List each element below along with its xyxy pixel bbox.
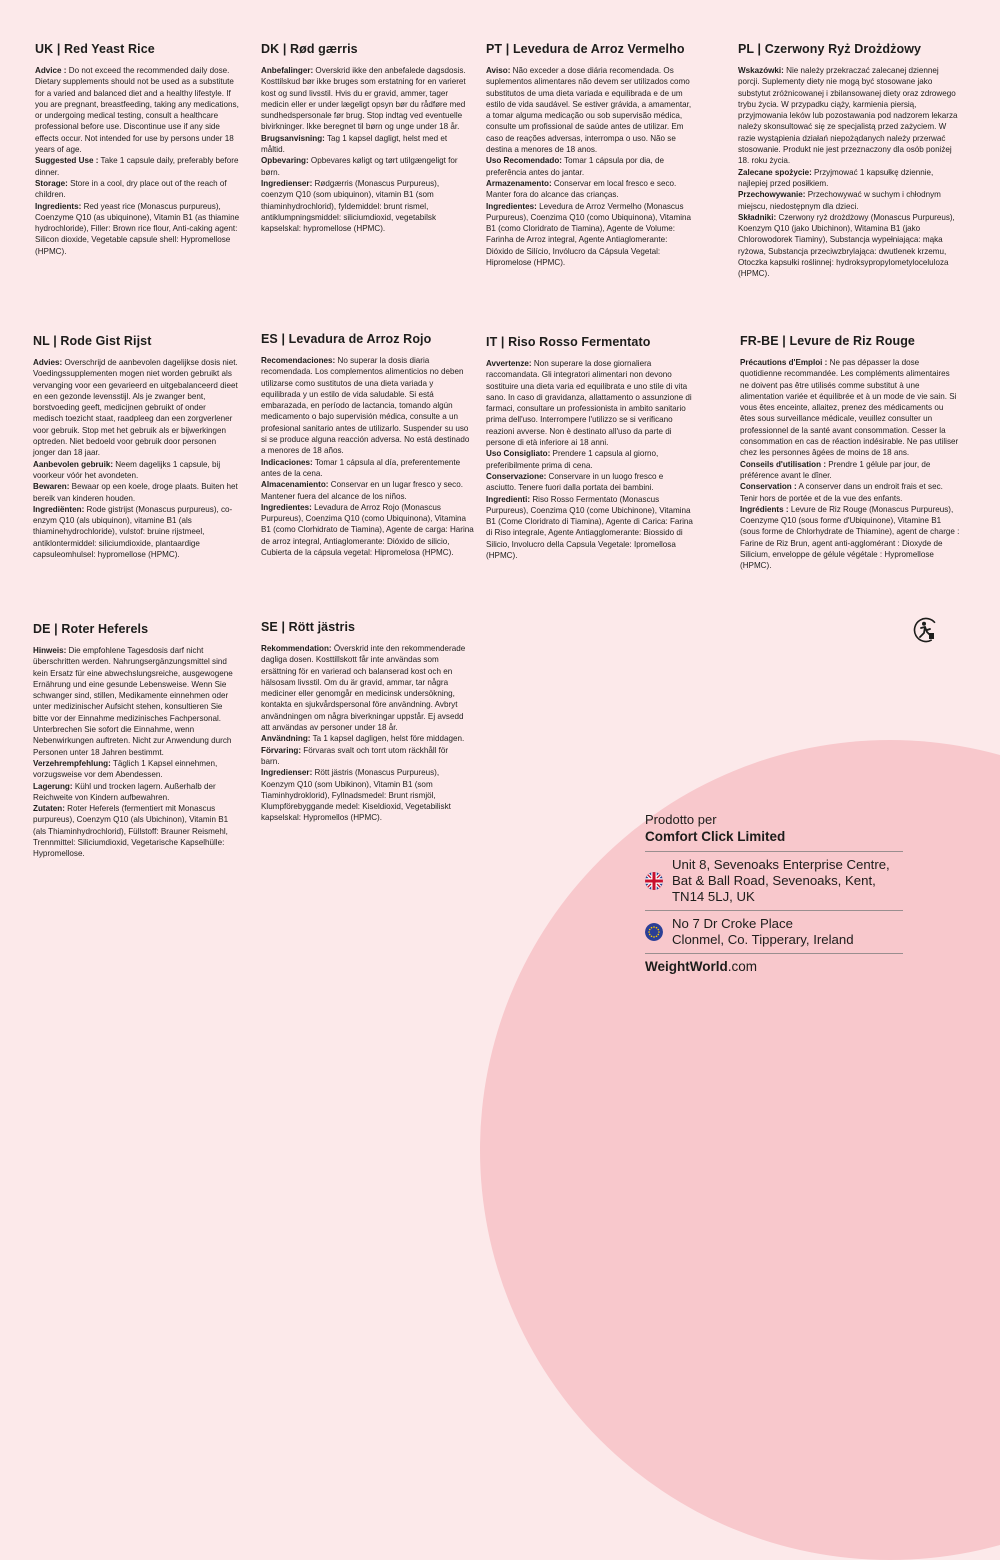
section-paragraph: [740, 504, 960, 572]
tidyman-recycle-icon: [913, 617, 939, 643]
paragraph-label: Avvertenze:: [486, 359, 532, 368]
paragraph-label: Advice :: [35, 66, 67, 75]
section-paragraph: [486, 201, 694, 269]
paragraph-label: Przechowywanie:: [738, 190, 806, 200]
paragraph-text: Neem dagelijks 1 capsule, bij voorkeur vóór het avondeten.: [33, 459, 221, 480]
section-de: [33, 622, 238, 860]
heading-separator: |: [279, 42, 291, 56]
paragraph-label: Uso Recomendado:: [486, 156, 563, 166]
product-name: Levure de Riz Rouge: [789, 334, 915, 348]
section-paragraph: [740, 459, 960, 482]
paragraph-text: Non superare la dose giornaliera raccomandata. Gli integratori alimentari non devono sostituire una dieta varia ed equilibrata e uno stile di vita sano. In caso di gravidanza, allattamento o assunzione di farmaci, consultare un professionista in ambito sanitario prima dell'uso. Interrompere l'utilizzo se si verificano reazioni avverse. Non è destinato all'uso da parte di persone di età inferiore ai 18 anni.: [486, 359, 692, 448]
heading-separator: |: [50, 622, 62, 636]
paragraph-text: Przechowywać w suchym i chłodnym miejscu, niedostępnym dla dzieci.: [738, 190, 941, 211]
paragraph-label: Rekommendation:: [261, 644, 332, 653]
section-uk: [35, 42, 240, 257]
paragraph-label: Składniki:: [738, 212, 777, 222]
product-name: Rød gærris: [290, 42, 358, 56]
section-heading: [738, 42, 958, 56]
section-paragraph: [35, 155, 240, 178]
paragraph-text: Store in a cool, dry place out of the reach of children.: [35, 178, 227, 200]
product-name: Levedura de Arroz Vermelho: [512, 42, 685, 56]
section-paragraph: [261, 767, 466, 823]
paragraph-label: Uso Consigliato:: [486, 449, 551, 459]
country-code: PT: [486, 42, 503, 56]
paragraph-label: Zalecane spożycie:: [738, 167, 812, 177]
paragraph-label: Ingredientes:: [486, 201, 537, 211]
paragraph-label: Précautions d'Emploi :: [740, 358, 828, 367]
paragraph-text: Rode gistrijst (Monascus purpureus), co-enzym Q10 (als ubiquinon), vitamine B1 (als thiaminehydrochloride), vulstof: bruine rijstmeel, antiklontermiddel: siliciumdioxide, plantaardige capsuleomhulsel: hypromellose (HPMC).: [33, 504, 233, 560]
paragraph-text: Tag 1 kapsel dagligt, helst med et måltid.: [261, 133, 448, 155]
paragraph-text: Tomar 1 cápsula al día, preferentemente antes de la cena.: [261, 457, 461, 478]
section-paragraph: [261, 502, 474, 558]
uk-address-line2: Bat & Ball Road, Sevenoaks, Kent,: [672, 873, 876, 888]
country-code: ES: [261, 332, 278, 346]
product-name: Red Yeast Rice: [64, 42, 155, 56]
section-heading: [261, 42, 466, 56]
product-name: Levadura de Arroz Rojo: [288, 332, 432, 346]
section-heading: [261, 620, 466, 634]
section-heading: [35, 42, 240, 56]
paragraph-label: Brugsanvisning:: [261, 133, 325, 143]
paragraph-label: Ingredienser:: [261, 178, 313, 188]
paragraph-text: Bewaar op een koele, droge plaats. Buiten het bereik van kinderen houden.: [33, 482, 238, 503]
section-paragraph: [486, 358, 694, 448]
section-paragraph: [486, 65, 694, 155]
paragraph-text: Levadura de Arroz Rojo (Monascus Purpureus), Coenzima Q10 (como Ubiquinona), Vitamina B1 (como Clorhidrato de Tiamina), Agente de carga: Harina de arroz integral, Antiaglomerante: Dióxido de silicio, Cubierta de la cápsula vegetal: Hipromelosa (HPMC).: [261, 502, 474, 558]
section-paragraph: [486, 471, 694, 494]
heading-separator: |: [49, 334, 61, 348]
paragraph-text: Czerwony ryż drożdżowy (Monascus Purpureus), Koenzym Q10 (jako Ubichinon), Witamina B1 (jako Chlorowodorek Tiaminy), Substancja wypełniająca: mąka ryżowa, Substancja przeciwzbrylająca: dwutlenek krzemu, Otoczka kapsułki roślinnej: hydroksypropylometyloceluloza (HPMC).: [738, 212, 955, 279]
paragraph-label: Conservation :: [740, 482, 797, 492]
website-domain: .com: [727, 959, 758, 974]
paragraph-label: Storage:: [35, 178, 68, 188]
section-paragraph: [738, 65, 958, 167]
paragraph-label: Aviso:: [486, 66, 511, 75]
section-paragraph: [33, 781, 238, 804]
paragraph-label: Wskazówki:: [738, 66, 784, 75]
section-heading: [33, 622, 238, 636]
heading-separator: |: [778, 334, 790, 348]
paragraph-text: Ne pas dépasser la dose quotidienne recommandée. Les compléments alimentaires ne doivent pas être utilisés comme substitut à une alimentation variée et équilibrée et à un mode de vie sain. Si vous êtes enceinte, allaitez, prenez des médicaments ou êtes sous surveillance médicale, veuillez consulter un professionnel de la santé avant consommation. Cesser la consommation en cas de réaction indésirable. Ne pas utiliser chez les personnes âgées de moins de 18 ans.: [740, 358, 959, 458]
paragraph-text: Conservar em local fresco e seco. Manter fora do alcance das crianças.: [486, 178, 677, 200]
product-name: Roter Heferels: [61, 622, 149, 636]
country-code: SE: [261, 620, 278, 634]
paragraph-label: Verzehrempfehlung:: [33, 758, 111, 768]
paragraph-label: Conservazione:: [486, 471, 547, 481]
paragraph-text: Prendre 1 gélule par jour, de préférence avant le dîner.: [740, 459, 931, 480]
section-se: [261, 620, 466, 824]
paragraph-text: Rødgærris (Monascus Purpureus), coenzym Q10 (som ubiquinon), vitamin B1 (som thiaminhydrochlorid), fyldemiddel: brunt rismel, antiklumpningsmiddel: siliciumdioxid, vegetabilsk kapselskal: hypromellose (HPMC).: [261, 178, 440, 234]
section-paragraph: [261, 745, 466, 768]
ie-address-line1: No 7 Dr Croke Place: [672, 916, 793, 931]
paragraph-label: Användning:: [261, 734, 311, 744]
paragraph-label: Hinweis:: [33, 646, 67, 655]
paragraph-label: Recomendaciones:: [261, 356, 336, 365]
section-paragraph: [486, 155, 694, 178]
section-pl: [738, 42, 958, 280]
paragraph-text: Conservar en un lugar fresco y seco. Mantener fuera del alcance de los niños.: [261, 480, 463, 501]
eu-flag-icon: [645, 923, 663, 941]
section-paragraph: [261, 457, 474, 480]
product-name: Riso Rosso Fermentato: [508, 335, 651, 349]
made-for-label: Prodotto per: [645, 812, 717, 827]
uk-address: [645, 851, 903, 910]
section-paragraph: [33, 645, 238, 758]
section-pt: [486, 42, 694, 268]
paragraph-label: Förvaring:: [261, 745, 302, 755]
section-paragraph: [33, 357, 238, 459]
heading-separator: |: [753, 42, 765, 56]
section-paragraph: [738, 167, 958, 190]
paragraph-text: Overschrijd de aanbevolen dagelijkse dosis niet. Voedingssupplementen mogen niet worden gebruikt als vervanging voor een gevarieerd en uitgebalanceerd dieet en een gezonde levensstijl. Als je zwanger bent, borstvoeding geeft, medicijnen gebruikt of onder medisch toezicht staat, raadpleeg dan een zorgverlener voor gebruik. Stop met het gebruik als er bijwerkingen optreden. Niet bedoeld voor gebruik door personen jonger dan 18 jaar.: [33, 358, 238, 458]
section-paragraph: [261, 643, 466, 733]
paragraph-label: Lagerung:: [33, 781, 73, 791]
section-heading: [486, 335, 694, 349]
section-paragraph: [738, 189, 958, 212]
section-paragraph: [261, 355, 474, 457]
section-paragraph: [486, 494, 694, 562]
website-brand: WeightWorld: [645, 959, 728, 974]
section-dk: [261, 42, 466, 234]
paragraph-text: Förvaras svalt och torrt utom räckhåll för barn.: [261, 745, 449, 766]
section-paragraph: [261, 178, 466, 234]
country-code: DK: [261, 42, 280, 56]
country-code: DE: [33, 622, 51, 636]
manufacturer-info: [645, 812, 903, 974]
section-paragraph: [33, 481, 238, 504]
section-paragraph: [33, 504, 238, 560]
uk-address-line1: Unit 8, Sevenoaks Enterprise Centre,: [672, 857, 890, 872]
paragraph-text: Red yeast rice (Monascus purpureus), Coenzyme Q10 (as ubiquinone), Vitamin B1 (as thiamine hydrochloride), Filler: Brown rice flour, Anti-caking agent: Silicon dioxide, Vegetable capsule shell: Hypromellose (HPMC).: [35, 201, 240, 256]
paragraph-text: Przyjmować 1 kapsułkę dziennie, najlepiej przed posiłkiem.: [738, 167, 934, 188]
section-paragraph: [35, 65, 240, 155]
paragraph-label: Zutaten:: [33, 804, 65, 814]
paragraph-label: Ingredients:: [35, 201, 82, 211]
paragraph-text: Ta 1 kapsel dagligen, helst före middagen.: [310, 734, 465, 744]
paragraph-label: Anbefalinger:: [261, 66, 314, 75]
paragraph-label: Ingredienser:: [261, 768, 313, 778]
paragraph-text: Overskrid ikke den anbefalede dagsdosis. Kosttilskud bør ikke bruges som erstatning for en varieret kost og sund livsstil. Hvis du er gravid, ammer, tager medicin eller er under lægeligt opsyn bør du rådføre med sundhedspersonale før brug. Stop indtag ved eventuelle bivirkninger. Ikke beregnet til børn og unge under 18 år.: [261, 66, 466, 132]
section-paragraph: [740, 481, 960, 504]
country-code: FR-BE: [740, 334, 779, 348]
section-paragraph: [33, 459, 238, 482]
paragraph-label: Indicaciones:: [261, 457, 313, 467]
ie-address-line2: Clonmel, Co. Tipperary, Ireland: [672, 932, 854, 947]
country-code: UK: [35, 42, 54, 56]
section-paragraph: [738, 212, 958, 280]
heading-separator: |: [502, 42, 513, 56]
heading-separator: |: [277, 620, 289, 634]
paragraph-text: Täglich 1 Kapsel einnehmen, vorzugsweise vor dem Abendessen.: [33, 758, 218, 780]
section-paragraph: [33, 758, 238, 781]
section-paragraph: [261, 733, 466, 744]
section-it: [486, 335, 694, 561]
paragraph-text: Opbevares køligt og tørt utilgængeligt for børn.: [261, 156, 458, 177]
country-code: NL: [33, 334, 50, 348]
paragraph-text: Överskrid inte den rekommenderade dagliga dosen. Kosttillskott får inte användas som ersättning för en varierad och balanserad kost och en hälsosam livsstil. Om du är gravid, ammar, tar några mediciner eller genomgår en medicinsk undersökning, kontakta en sjukvårdspersonal före användning. Avbryt användningen om några biverkningar uppstår. Ej avsedd att användas av personer under 18 år.: [261, 644, 466, 733]
paragraph-text: Roter Heferels (fermentiert mit Monascus purpureus), Coenzym Q10 (als Ubichinon), Vitamin B1 (als Thiaminhydrochlorid), Füllstoff: Brauner Reismehl, Trennmittel: Siliciumdioxid, Vegetarische Kapselhülle: Hypromellose.: [33, 804, 229, 859]
section-heading: [261, 332, 474, 346]
paragraph-label: Ingredienti:: [486, 494, 531, 504]
paragraph-text: Não exceder a dose diária recomendada. Os suplementos alimentares não devem ser utilizados como substitutos de uma dieta variada e equilibrada e de um estilo de vida saudável. Se estiver grávida, a amamentar, a tomar alguma medicação ou sob supervisão médica, consulte um profissional de saúde antes de utilizar. Em caso de reações adversas, interrompa o uso. Não se destina a menores de 18 anos.: [486, 66, 692, 155]
paragraph-text: Prendere 1 capsula al giorno, preferibilmente prima di cena.: [486, 449, 659, 470]
section-paragraph: [33, 803, 238, 859]
paragraph-label: Ingredientes:: [261, 502, 312, 512]
paragraph-text: Riso Rosso Fermentato (Monascus Purpureus), Coenzima Q10 (come Ubichinone), Vitamina B1 (Come Cloridrato di Tiamina), Agente di Carica: Farina di Riso integrale, Agente Antiagglomerante: Biossido di Silicio, Involucro della Capsula Vegetale: Ipromellosa (HPMC).: [486, 494, 693, 561]
product-name: Rött jästris: [288, 620, 356, 634]
heading-separator: |: [277, 332, 289, 346]
paragraph-label: Armazenamento:: [486, 178, 552, 188]
paragraph-label: Advies:: [33, 358, 63, 367]
section-paragraph: [35, 178, 240, 201]
product-name: Czerwony Ryż Drożdżowy: [764, 42, 922, 56]
section-heading: [740, 334, 960, 348]
section-paragraph: [261, 65, 466, 133]
section-fr-be: [740, 334, 960, 572]
paragraph-text: Rött jästris (Monascus Purpureus), Koenzym Q10 (som Ubikinon), Vitamin B1 (som Tiaminhydroklorid), Fyllnadsmedel: Brunt rismjöl, Klumpförebyggande medel: Kiseldioxid, Vegetabiliskt kapselskal: Hypromellos (HPMC).: [261, 768, 451, 823]
section-paragraph: [35, 201, 240, 257]
ie-address: [645, 910, 903, 953]
company-name: Comfort Click Limited: [645, 829, 786, 844]
country-code: PL: [738, 42, 754, 56]
paragraph-label: Suggested Use :: [35, 156, 99, 166]
paragraph-label: Ingrédients :: [740, 504, 789, 514]
paragraph-text: Kühl und trocken lagern. Außerhalb der Reichweite von Kindern aufbewahren.: [33, 781, 216, 802]
section-paragraph: [486, 448, 694, 471]
section-es: [261, 332, 474, 558]
section-paragraph: [261, 155, 466, 178]
section-heading: [33, 334, 238, 348]
paragraph-text: Take 1 capsule daily, preferably before dinner.: [35, 156, 239, 177]
heading-separator: |: [497, 335, 509, 349]
section-paragraph: [740, 357, 960, 459]
section-nl: [33, 334, 238, 560]
paragraph-text: Tomar 1 cápsula por dia, de preferência antes do jantar.: [486, 156, 664, 177]
paragraph-text: Die empfohlene Tagesdosis darf nicht überschritten werden. Nahrungsergänzungsmittel sind kein Ersatz für eine abwechslungsreiche, ausgewogene Ernährung und eine gesunde Lebensweise. Wenn Sie schwanger sind, stillen, Medikamente einnehmen oder unter medizinischer Aufsicht stehen, konsultieren Sie bitte vor der Einnahme medizinisches Fachpersonal. Unterbrechen Sie sofort die Einnahme, wenn Nebenwirkungen auftreten. Nicht zur Anwendung durch Personen unter 18 Jahren bestimmt.: [33, 646, 233, 757]
uk-flag-icon: [645, 872, 663, 890]
paragraph-label: Conseils d'utilisation :: [740, 459, 827, 469]
section-paragraph: [261, 479, 474, 502]
product-name: Rode Gist Rijst: [60, 334, 152, 348]
paragraph-text: A conserver dans un endroit frais et sec. Tenir hors de portée et de la vue des enfants.: [740, 482, 943, 503]
paragraph-label: Bewaren:: [33, 482, 70, 492]
country-code: IT: [486, 335, 498, 349]
paragraph-text: Do not exceed the recommended daily dose. Dietary supplements should not be used as a substitute for a varied and balanced diet and a healthy lifestyle. If you are pregnant, breastfeeding, taking any medications, or undergoing medical testing, consult a healthcare professional before use. Discontinue use if any side effects occur. Not intended for use by persons under 18 years of age.: [35, 66, 239, 155]
paragraph-text: Nie należy przekraczać zalecanej dziennej porcji. Suplementy diety nie mogą być stosowane jako substytut zróżnicowanej i zbilansowanej diety oraz zdrowego trybu życia. W przypadku ciąży, karmienia piersią, przyjmowania leków lub pozostawania pod nadzorem lekarza należy skonsultować się ze specjalistą przed zażyciem. W razie wystąpienia działań niepożądanych należy przerwać stosowanie. Produkt nie jest przeznaczony dla osób poniżej 18. roku życia.: [738, 66, 958, 166]
paragraph-text: Levure de Riz Rouge (Monascus Purpureus), Coenzyme Q10 (sous forme d'Ubiquinone), Vitamine B1 (sous forme de Chlorhydrate de Thiamine), agent de charge : Farine de Riz Brun, agent anti-agglomérant : Dioxyde de Silicium, enveloppe de gélule végétale : Hypromellose (HPMC).: [740, 504, 960, 571]
section-paragraph: [261, 133, 466, 156]
paragraph-label: Aanbevolen gebruik:: [33, 459, 114, 469]
section-heading: [486, 42, 694, 56]
paragraph-text: Conservare in un luogo fresco e asciutto. Tenere fuori dalla portata dei bambini.: [486, 471, 664, 493]
paragraph-text: No superar la dosis diaria recomendada. Los complementos alimenticios no deben utilizarse como sustitutos de una dieta variada y equilibrada y un estilo de vida saludable. Si está embarazada, en período de lactancia, tomando algún medicamento o bajo supervisión médica, consulte a un profesional sanitario antes de utilizarlo. Suspender su uso si se produce alguna reacción adversa. No está destinado a menores de 18 años.: [261, 356, 470, 456]
paragraph-label: Ingrediënten:: [33, 504, 85, 514]
paragraph-label: Almacenamiento:: [261, 480, 329, 490]
heading-separator: |: [53, 42, 65, 56]
paragraph-text: Levedura de Arroz Vermelho (Monascus Purpureus), Coenzima Q10 (como Ubiquinona), Vitamina B1 (como Cloridrato de Tiamina), Agente de Volume: Farinha de Arroz integral, Agente Antiaglomerante: Dióxido de Silício, Invólucro da Cápsula Vegetal: Hipromelose (HPMC).: [486, 201, 691, 268]
paragraph-label: Opbevaring:: [261, 156, 309, 166]
website-link[interactable]: [645, 953, 903, 974]
uk-address-line3: TN14 5LJ, UK: [672, 889, 755, 904]
section-paragraph: [486, 178, 694, 201]
